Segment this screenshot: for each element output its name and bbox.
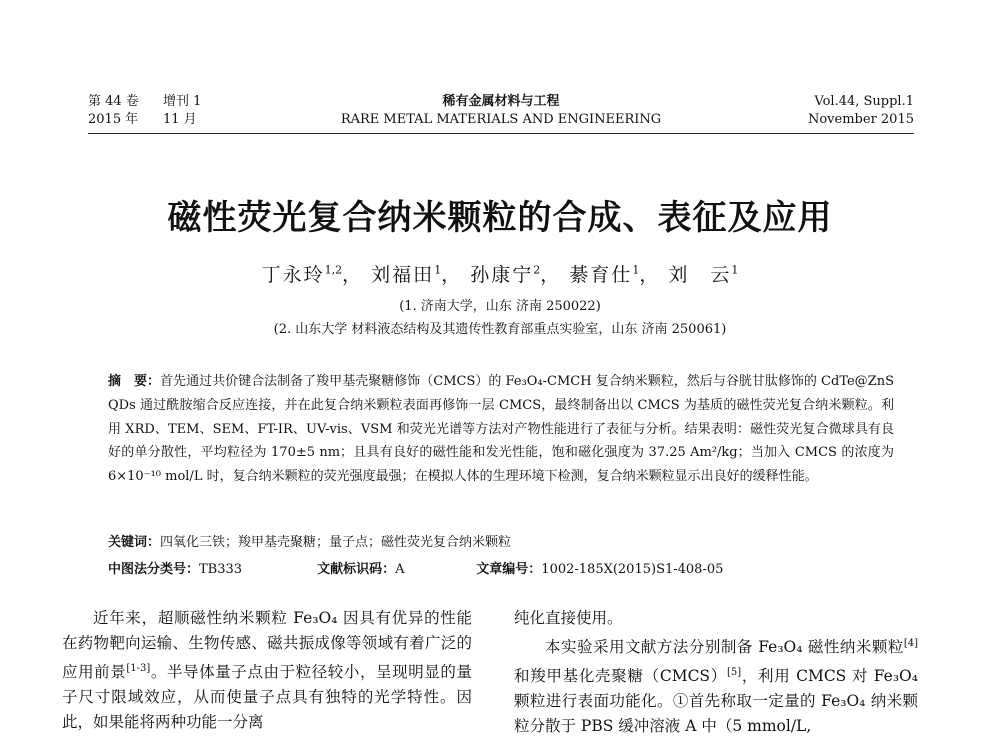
clc-label: 中图法分类号：: [108, 562, 200, 577]
classification-line: [108, 558, 894, 577]
citation: [4]: [903, 638, 918, 649]
header-volume-en: Vol.44, Suppl.1 November 2015: [807, 94, 914, 127]
body-paragraph: 近年来，超顺磁性纳米颗粒 Fe₃O₄ 因具有优异的性能在药物靶向运输、生物传感、磁共振成像等领域有着广泛的应用前景[1-3]。半导体量子点由于粒径较小，呈现明显的量子尺寸限域效应，从而使量子点具有独特的光学特性。因此，如果能将两种功能一分离: [62, 609, 472, 732]
abstract-text: 首先通过共价键合法制备了羧甲基壳聚糖修饰（CMCS）的 Fe₃O₄-CMCH 复合纳米颗粒，然后与谷胱甘肽修饰的 CdTe@ZnS QDs 通过酰胺缩合反应连接，并在此复合纳米颗粒表面再修饰一层 CMCS，最终制备出以 CMCS 为基质的磁性荧光复合纳米颗粒。利用 XRD、TEM、SEM、FT-IR、UV-vis、VSM 和荧光光谱等方法对产物性能进行了表征与分析。结果表明：磁性荧光复合微球具有良好的单分散性，平均粒径为 170±5 nm；且具有良好的磁性能和发光性能，饱和磁化强度为 37.25 Am²/kg；当加入 CMCS 的浓度为 6×10⁻¹⁰ mol/L 时，复合纳米颗粒的荧光强度最强；在模拟人体的生理环境下检测，复合纳米颗粒显示出良好的缓释性能。: [108, 374, 894, 485]
author-list: 丁永玲$^{1,2}$， 刘福田$^1$， 孙康宁$^2$， 綦育仕$^1$， 刘 云$^1$: [261, 263, 739, 286]
author: 綦育仕: [569, 264, 633, 286]
author: 刘 云: [668, 264, 732, 286]
header-journal: [88, 93, 914, 129]
body-paragraph: 本实验采用文献方法分别制备 Fe₃O₄ 磁性纳米颗粒[4]和羧甲基化壳聚糖（CMCS）[5]，利用 CMCS 对 Fe₃O₄ 颗粒进行表面功能化。①首先称取一定量的 Fe₃O₄ 纳米颗粒分散于 PBS 缓冲溶液 A 中（5 mmol/L,: [514, 638, 918, 736]
body-column-left: [62, 606, 472, 735]
journal-name-en: RARE METAL MATERIALS AND ENGINEERING: [340, 112, 662, 127]
clc-value: TB333: [199, 562, 243, 577]
paper-title: 磁性荧光复合纳米颗粒的合成、表征及应用: [167, 198, 833, 238]
article-no-value: 1002-185X(2015)S1-408-05: [541, 562, 724, 577]
abstract-label: 摘 要：: [108, 374, 161, 389]
running-header: [88, 93, 914, 133]
affiliation-2: (2. 山东大学 材料液态结构及其遗传性教育部重点实验室，山东 济南 250061): [273, 322, 727, 337]
keywords-text: 四氧化三铁；羧甲基壳聚糖；量子点；磁性荧光复合纳米颗粒: [160, 535, 512, 550]
doc-code-label: 文献标识码：: [317, 562, 396, 577]
affiliation-1: (1. 济南大学，山东 济南 250022): [399, 299, 601, 314]
citation: [5]: [726, 667, 742, 679]
doc-code-value: A: [395, 562, 405, 577]
abstract: [108, 370, 894, 489]
header-volume-cn: 第 44 卷 增刊 1 2015 年 11 月: [88, 94, 202, 127]
author: 刘福田: [371, 264, 435, 286]
citation: [1-3]: [126, 663, 151, 674]
body-column-right: [514, 606, 918, 739]
article-no-label: 文章编号：: [476, 562, 542, 577]
header-rule: [88, 133, 914, 134]
body-paragraph: 纯化直接使用。: [514, 609, 623, 627]
keywords-label: 关键词：: [108, 535, 161, 550]
author: 孙康宁: [470, 264, 534, 286]
journal-name-cn: 稀有金属材料与工程: [442, 94, 560, 109]
author: 丁永玲: [261, 264, 325, 286]
keywords: [108, 531, 894, 550]
